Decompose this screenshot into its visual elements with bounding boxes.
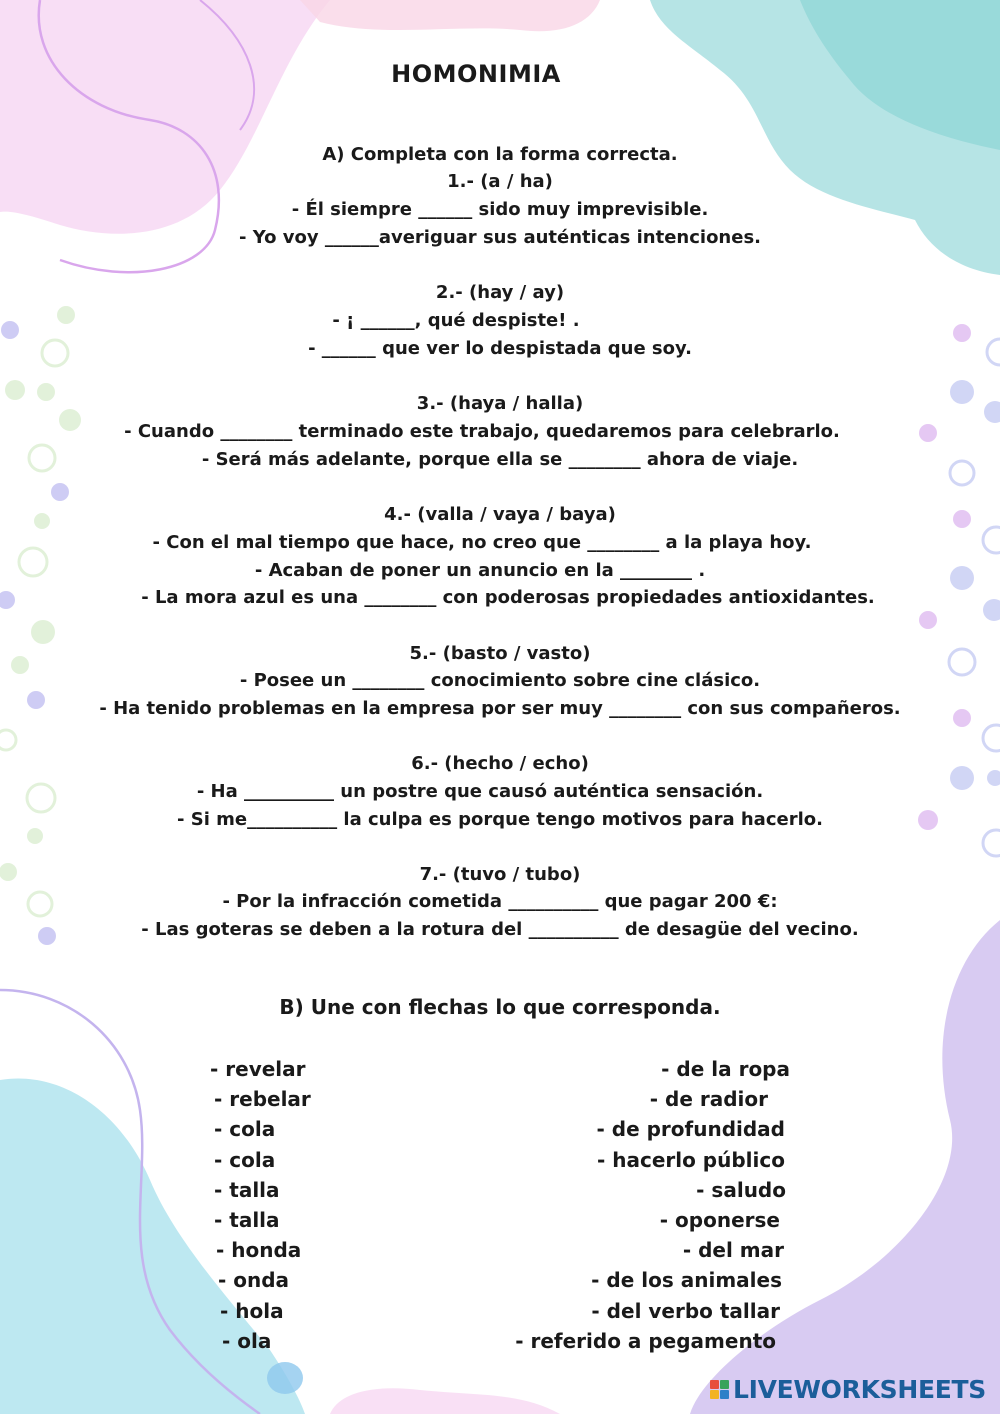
left-word-3[interactable]: - cola — [214, 1117, 276, 1141]
left-word-1[interactable]: - revelar — [210, 1057, 306, 1081]
item-7-sentence-2: - Las goteras se deben a la rotura del __________ de desagüe del vecino. — [141, 919, 859, 940]
section-a-heading: A) Completa con la forma correcta. — [322, 144, 678, 165]
item-7-label: 7.- (tuvo / tubo) — [419, 864, 581, 885]
item-3-label: 3.- (haya / halla) — [416, 393, 584, 414]
right-meaning-8[interactable]: - de los animales — [591, 1268, 782, 1292]
item-4-label: 4.- (valla / vaya / baya) — [384, 504, 616, 525]
left-word-8[interactable]: - onda — [218, 1268, 290, 1292]
item-5-sentence-1: - Posee un ________ conocimiento sobre cine clásico. — [239, 670, 761, 691]
item-5-sentence-2: - Ha tenido problemas en la empresa por ser muy ________ con sus compañeros. — [99, 698, 901, 719]
item-1-label: 1.- (a / ha) — [447, 171, 553, 192]
item-3-sentence-2: - Será más adelante, porque ella se ________ ahora de viaje. — [201, 449, 799, 470]
left-word-5[interactable]: - talla — [214, 1178, 280, 1202]
left-word-2[interactable]: - rebelar — [214, 1087, 311, 1111]
logo-text: LIVEWORKSHEETS — [732, 1375, 986, 1404]
item-3-sentence-1: - Cuando ________ terminado este trabajo, quedaremos para celebrarlo. — [124, 421, 840, 442]
item-1-sentence-2: - Yo voy ______averiguar sus auténticas intenciones. — [238, 227, 762, 248]
right-meaning-10[interactable]: - referido a pegamento — [515, 1329, 776, 1353]
right-meaning-6[interactable]: - oponerse — [659, 1208, 780, 1232]
item-6-label: 6.- (hecho / echo) — [411, 753, 589, 774]
item-4-sentence-3: - La mora azul es una ________ con poderosas propiedades antioxidantes. — [141, 587, 875, 608]
item-6-sentence-2: - Si me__________ la culpa es porque tengo motivos para hacerlo. — [177, 809, 823, 830]
logo-square-red — [710, 1380, 719, 1389]
right-meaning-4[interactable]: - hacerlo público — [596, 1148, 785, 1172]
left-word-7[interactable]: - honda — [216, 1238, 302, 1262]
section-b-heading: B) Une con flechas lo que corresponda. — [279, 995, 721, 1019]
item-1-sentence-1: - Él siempre ______ sido muy imprevisible. — [291, 199, 709, 220]
left-word-9[interactable]: - hola — [220, 1299, 284, 1323]
right-meaning-3[interactable]: - de profundidad — [596, 1117, 785, 1141]
logo-square-green — [720, 1380, 729, 1389]
item-2-sentence-2: - ______ que ver lo despistada que soy. — [308, 338, 692, 359]
logo-square-yellow — [710, 1390, 719, 1399]
item-5-label: 5.- (basto / vasto) — [409, 643, 591, 664]
right-meaning-2[interactable]: - de radior — [649, 1087, 768, 1111]
left-word-10[interactable]: - ola — [222, 1329, 272, 1353]
left-word-6[interactable]: - talla — [214, 1208, 280, 1232]
item-4-sentence-1: - Con el mal tiempo que hace, no creo que ________ a la playa hoy. — [152, 532, 812, 553]
logo-squares-icon — [710, 1380, 729, 1399]
right-meaning-9[interactable]: - del verbo tallar — [591, 1299, 780, 1323]
item-7-sentence-1: - Por la infracción cometida __________ que pagar 200 €: — [222, 891, 778, 912]
item-4-sentence-2: - Acaban de poner un anuncio en la ________ . — [254, 560, 706, 581]
right-meaning-1[interactable]: - de la ropa — [661, 1057, 790, 1081]
item-2-sentence-1: - ¡ ______, qué despiste! . — [332, 310, 580, 331]
item-6-sentence-1: - Ha __________ un postre que causó auténtica sensación. — [196, 781, 764, 802]
right-meaning-7[interactable]: - del mar — [682, 1238, 784, 1262]
item-2-label: 2.- (hay / ay) — [435, 282, 565, 303]
right-meaning-5[interactable]: - saludo — [696, 1178, 786, 1202]
logo-square-blue — [720, 1390, 729, 1399]
left-word-4[interactable]: - cola — [214, 1148, 276, 1172]
page-title: HOMONIMIA — [391, 60, 561, 88]
liveworksheets-logo[interactable] — [710, 1375, 986, 1404]
